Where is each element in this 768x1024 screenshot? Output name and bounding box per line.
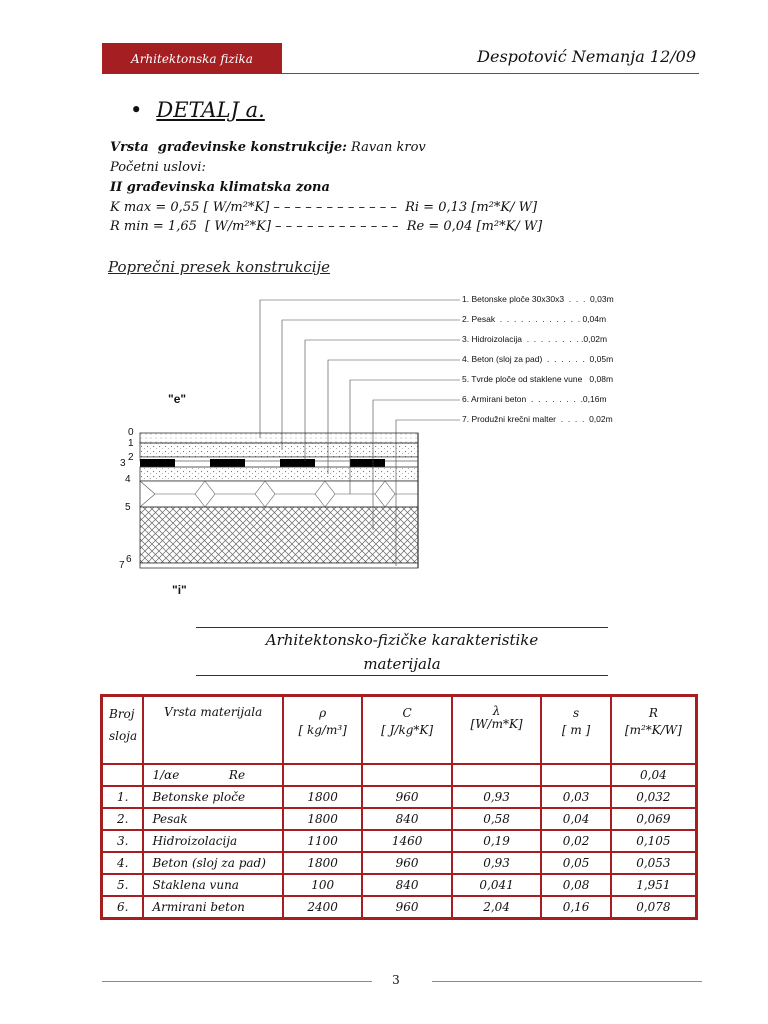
layer-plaster	[140, 563, 418, 568]
table-cell: 960	[362, 786, 451, 808]
table-cell: Staklena vuna	[143, 874, 282, 896]
layer-number-1: 1	[128, 438, 134, 449]
table-cell: Betonske ploče	[143, 786, 282, 808]
table-cell: Armirani beton	[143, 896, 282, 919]
table-cell: 960	[362, 852, 451, 874]
table-cell: 0,078	[611, 896, 697, 919]
col-header-thickness: s [ m ]	[541, 696, 610, 765]
layer-number-7: 7	[119, 560, 125, 571]
table-cell: 840	[362, 808, 451, 830]
table-row	[102, 874, 697, 896]
table-cell: 0,02	[541, 830, 610, 852]
table-title-rule-bottom	[196, 675, 608, 676]
legend-item-2: 2. Pesak . . . . . . . . . . . . 0,04m	[462, 314, 607, 324]
table-cell: 2400	[283, 896, 363, 919]
table-cell: 1460	[362, 830, 451, 852]
col-header-density: ρ [ kg/m³]	[283, 696, 363, 765]
table-cell: 1800	[283, 786, 363, 808]
construction-type	[110, 140, 426, 155]
table-cell	[452, 764, 542, 786]
col-header-layer: Broj sloja	[102, 696, 144, 765]
table-row	[102, 808, 697, 830]
table-cell: 0,08	[541, 874, 610, 896]
table-cell: 0,16	[541, 896, 610, 919]
table-cell	[102, 764, 144, 786]
layer-sand	[140, 443, 418, 457]
table-title	[196, 628, 608, 676]
col-header-resistance: R [m²*K/W]	[611, 696, 697, 765]
layer-slope-concrete	[140, 467, 418, 481]
layer-number-6: 6	[126, 554, 132, 565]
legend-item-3: 3. Hidroizolacija . . . . . . . . .0,02m	[462, 334, 608, 344]
outer-label: "e"	[168, 392, 187, 406]
layer-reinforced-concrete	[140, 507, 418, 563]
layer-number-2: 2	[128, 452, 134, 463]
layer-number-4: 4	[125, 474, 131, 485]
table-cell: 0,58	[452, 808, 542, 830]
table-cell: 3.	[102, 830, 144, 852]
kmax-line: K max = 0,55 [ W/m²*K] – – – – – – – – – – – – Ri = 0,13 [m²*K/ W]	[110, 200, 538, 215]
table-cell: 0,93	[452, 852, 542, 874]
table-cell: 1.	[102, 786, 144, 808]
table-cell: 1100	[283, 830, 363, 852]
legend-item-1: 1. Betonske ploče 30x30x3 . . . 0,03m	[462, 294, 614, 304]
table-cell: 1800	[283, 852, 363, 874]
header-course: Arhitektonska fizika	[131, 51, 253, 66]
table-cell: Pesak	[143, 808, 282, 830]
table-row	[102, 896, 697, 919]
table-cell: 1/αe Re	[143, 764, 282, 786]
legend-item-7: 7. Produžni krečni malter . . . . 0,02m	[462, 414, 613, 424]
table-header-row	[102, 696, 697, 765]
cross-section-title: Poprečni presek konstrukcije	[108, 258, 331, 276]
legend-item-4: 4. Beton (sloj za pad) . . . . . . 0,05m	[462, 354, 614, 364]
table-cell: 0,04	[611, 764, 697, 786]
table-cell: 0,041	[452, 874, 542, 896]
page-number: 3	[392, 973, 400, 987]
construction-type-value: Ravan krov	[346, 140, 426, 155]
footer-rule-right	[432, 981, 702, 982]
table-cell	[362, 764, 451, 786]
col-header-conductivity: λ [W/m*K]	[452, 696, 542, 765]
header-course-box	[102, 43, 282, 74]
climate-zone: II građevinska klimatska zona	[110, 180, 330, 195]
table-cell: 0,03	[541, 786, 610, 808]
inner-label: "i"	[172, 583, 187, 597]
table-cell: 0,04	[541, 808, 610, 830]
table-cell: 1800	[283, 808, 363, 830]
table-cell: 2,04	[452, 896, 542, 919]
table-cell: 0,069	[611, 808, 697, 830]
construction-type-label: Vrsta građevinske konstrukcije:	[110, 140, 347, 155]
table-row	[102, 852, 697, 874]
rmin-line: R min = 1,65 [ W/m²*K] – – – – – – – – – – – – Re = 0,04 [m²*K/ W]	[110, 219, 543, 234]
layer-number-3: 3	[120, 458, 126, 469]
legend-item-6: 6. Armirani beton . . . . . . . .0,16m	[462, 394, 607, 404]
col-header-specific-heat: C [ J/kg*K]	[362, 696, 451, 765]
table-cell: Hidroizolacija	[143, 830, 282, 852]
table-cell: Beton (sloj za pad)	[143, 852, 282, 874]
table-cell: 0,032	[611, 786, 697, 808]
table-cell: 6.	[102, 896, 144, 919]
table-cell: 0,93	[452, 786, 542, 808]
table-cell: 0,053	[611, 852, 697, 874]
footer-rule-left	[102, 981, 372, 982]
layer-paving	[140, 433, 418, 443]
header-rule	[282, 73, 699, 74]
layer-number-5: 5	[125, 502, 131, 513]
legend-item-5: 5. Tvrde ploče od staklene vune 0,08m	[462, 374, 614, 384]
table-cell: 840	[362, 874, 451, 896]
table-cell: 0,05	[541, 852, 610, 874]
layer-number-0: 0	[128, 427, 134, 438]
materials-table	[100, 694, 698, 920]
table-row	[102, 786, 697, 808]
table-cell: 5.	[102, 874, 144, 896]
table-cell: 0,105	[611, 830, 697, 852]
table-cell	[283, 764, 363, 786]
table-row	[102, 830, 697, 852]
table-title-line2: materijala	[363, 655, 441, 673]
table-cell	[541, 764, 610, 786]
section-title: • DETALJ a.	[130, 98, 265, 122]
table-title-line1: Arhitektonsko-fizičke karakteristike	[265, 631, 539, 649]
table-row	[102, 764, 697, 786]
table-cell: 960	[362, 896, 451, 919]
table-cell: 100	[283, 874, 363, 896]
header-author: Despotović Nemanja 12/09	[477, 47, 696, 66]
initial-conditions: Početni uslovi:	[110, 160, 206, 175]
table-cell: 0,19	[452, 830, 542, 852]
table-cell: 1,951	[611, 874, 697, 896]
table-cell: 4.	[102, 852, 144, 874]
col-header-material: Vrsta materijala	[143, 696, 282, 765]
table-cell: 2.	[102, 808, 144, 830]
cross-section-diagram	[110, 285, 460, 605]
